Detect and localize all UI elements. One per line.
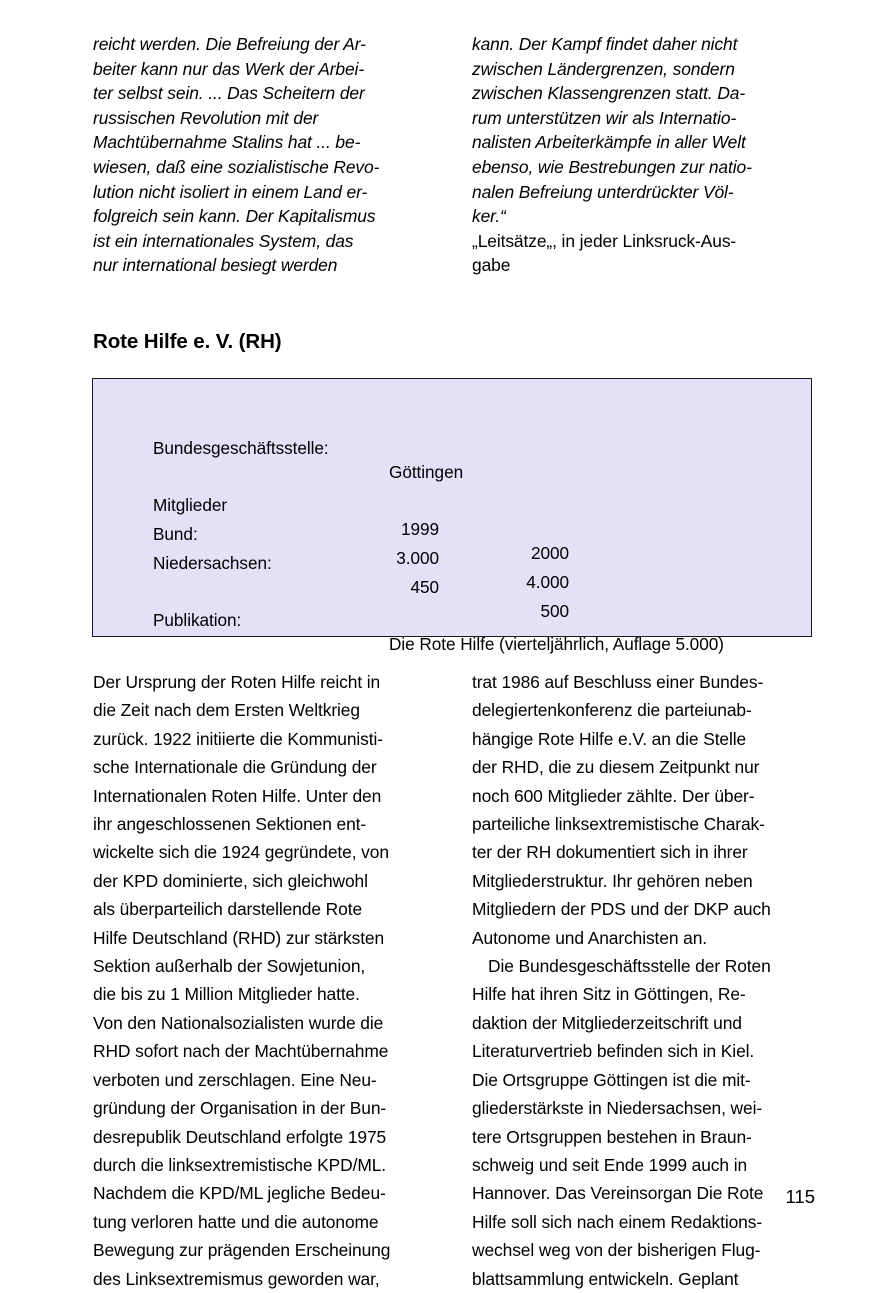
- body-line: tung verloren hatte und die autonome: [93, 1211, 379, 1232]
- quote-line: ist ein internationales System, das: [93, 230, 354, 251]
- year-2000-header: 2000: [530, 543, 569, 563]
- quote-line: ter selbst sein. ... Das Scheitern der: [93, 83, 365, 104]
- bund-value-1999: 3.000: [396, 548, 439, 568]
- organization-info-box: [92, 378, 812, 654]
- body-line: zurück. 1922 initiierte die Kommunisti-: [93, 728, 383, 749]
- body-line: gründung der Organisation in der Bun-: [93, 1098, 387, 1119]
- info-box-content: [153, 379, 793, 654]
- body-line: noch 600 Mitglieder zählte. Der über-: [472, 785, 755, 806]
- quote-line: zwischen Klassengrenzen statt. Da-: [472, 83, 746, 104]
- quote-column-right: [472, 32, 814, 278]
- publication-value: Die Rote Hilfe (vierteljährlich, Auflage 5.000): [389, 634, 724, 654]
- body-line: Hilfe Deutschland (RHD) zur stärksten: [93, 927, 385, 948]
- body-line: die bis zu 1 Million Mitglieder hatte.: [93, 984, 360, 1005]
- quote-citation-line: gabe: [472, 255, 511, 276]
- body-line: hängige Rote Hilfe e.V. an die Stelle: [472, 728, 747, 749]
- quote-line: nalen Befreiung unterdrückter Völ-: [472, 181, 734, 202]
- quote-line: reicht werden. Die Befreiung der Ar-: [93, 34, 366, 54]
- body-line: Sektion außerhalb der Sowjetunion,: [93, 956, 366, 977]
- body-line: Bewegung zur prägenden Erscheinung: [93, 1240, 391, 1261]
- quote-line: russischen Revolution mit der: [93, 107, 319, 128]
- quote-line: zwischen Ländergrenzen, sondern: [472, 58, 735, 79]
- body-line: delegiertenkonferenz die parteiunab-: [472, 700, 752, 721]
- body-line: blattsammlung entwickeln. Geplant: [472, 1268, 739, 1289]
- year-1999-header: 1999: [400, 519, 439, 539]
- body-line: parteiliche linksextremistische Charak-: [472, 814, 765, 835]
- body-line: Die Bundesgeschäftsstelle der Roten: [488, 956, 771, 977]
- niedersachsen-label: Niedersachsen:: [153, 553, 272, 573]
- body-line: Hannover. Das Vereinsorgan Die Rote: [472, 1183, 764, 1204]
- body-line: tere Ortsgruppen bestehen in Braun-: [472, 1126, 752, 1147]
- office-label: Bundesgeschäftsstelle:: [153, 438, 329, 458]
- body-line: Internationalen Roten Hilfe. Unter den: [93, 785, 382, 806]
- body-line: ihr angeschlossenen Sektionen ent-: [93, 814, 367, 835]
- niedersachsen-value-2000: 500: [540, 601, 569, 621]
- page-number: 115: [785, 1186, 815, 1207]
- body-line: daktion der Mitgliederzeitschrift und: [472, 1012, 742, 1033]
- body-line: Literaturvertrieb befinden sich in Kiel.: [472, 1041, 755, 1062]
- body-line: schweig und seit Ende 1999 auch in: [472, 1154, 748, 1175]
- body-line: Nachdem die KPD/ML jegliche Bedeu-: [93, 1183, 386, 1204]
- body-line: ter der RH dokumentiert sich in ihrer: [472, 842, 748, 863]
- pull-quote-block: [93, 32, 815, 278]
- body-line: der KPD dominierte, sich gleichwohl: [93, 870, 368, 891]
- quote-line: rum unterstützen wir als Internatio-: [472, 107, 737, 128]
- quote-line: nur international besiegt werden: [93, 255, 338, 276]
- body-line: Mitgliederstruktur. Ihr gehören neben: [472, 870, 753, 891]
- body-line: der RHD, die zu diesem Zeitpunkt nur: [472, 757, 760, 778]
- members-label: Mitglieder: [153, 495, 228, 515]
- quote-line: wiesen, daß eine sozialistische Revo-: [93, 156, 380, 177]
- body-line: Die Ortsgruppe Göttingen ist die mit-: [472, 1069, 751, 1090]
- quote-line: ebenso, wie Bestrebungen zur natio-: [472, 156, 752, 177]
- publication-label: Publikation:: [153, 610, 242, 630]
- body-line: sche Internationale die Gründung der: [93, 757, 377, 778]
- body-line: wechsel weg von der bisherigen Flug-: [472, 1240, 761, 1261]
- body-line: RHD sofort nach der Machtübernahme: [93, 1041, 389, 1062]
- niedersachsen-value-1999: 450: [410, 577, 439, 597]
- quote-citation-line: „Leitsätze„, in jeder Linksruck-Aus-: [472, 230, 737, 251]
- body-line: verboten und zerschlagen. Eine Neu-: [93, 1069, 377, 1090]
- body-line: gliederstärkste in Niedersachsen, wei-: [472, 1098, 763, 1119]
- body-line: Hilfe soll sich nach einem Redaktions-: [472, 1211, 763, 1232]
- quote-line: lution nicht isoliert in einem Land er-: [93, 181, 368, 202]
- bund-value-2000: 4.000: [526, 572, 569, 592]
- body-line: Mitgliedern der PDS und der DKP auch: [472, 899, 771, 920]
- quote-line: ker.“: [472, 206, 506, 227]
- quote-column-left: [93, 32, 435, 278]
- body-line: als überparteilich darstellende Rote: [93, 899, 363, 920]
- quote-line: Machtübernahme Stalins hat ... be-: [93, 132, 361, 153]
- quote-line: kann. Der Kampf findet daher nicht: [472, 34, 738, 54]
- quote-line: nalisten Arbeiterkämpfe in aller Welt: [472, 132, 746, 153]
- body-line: des Linksextremismus geworden war,: [93, 1268, 380, 1289]
- body-line: die Zeit nach dem Ersten Weltkrieg: [93, 700, 360, 721]
- body-line: durch die linksextremistische KPD/ML.: [93, 1154, 387, 1175]
- section-heading: Rote Hilfe e. V. (RH): [93, 330, 282, 353]
- bund-label: Bund:: [153, 524, 198, 544]
- quote-line: beiter kann nur das Werk der Arbei-: [93, 58, 365, 79]
- body-line: Hilfe hat ihren Sitz in Göttingen, Re-: [472, 984, 746, 1005]
- office-value: Göttingen: [389, 462, 464, 482]
- quote-line: folgreich sein kann. Der Kapitalismus: [93, 206, 376, 227]
- body-line: desrepublik Deutschland erfolgte 1975: [93, 1126, 387, 1147]
- body-line: Der Ursprung der Roten Hilfe reicht in: [93, 672, 381, 692]
- body-line: Autonome und Anarchisten an.: [472, 927, 708, 948]
- body-line: Von den Nationalsozialisten wurde die: [93, 1012, 384, 1033]
- body-line: wickelte sich die 1924 gegründete, von: [93, 842, 389, 863]
- body-line: trat 1986 auf Beschluss einer Bundes-: [472, 672, 764, 692]
